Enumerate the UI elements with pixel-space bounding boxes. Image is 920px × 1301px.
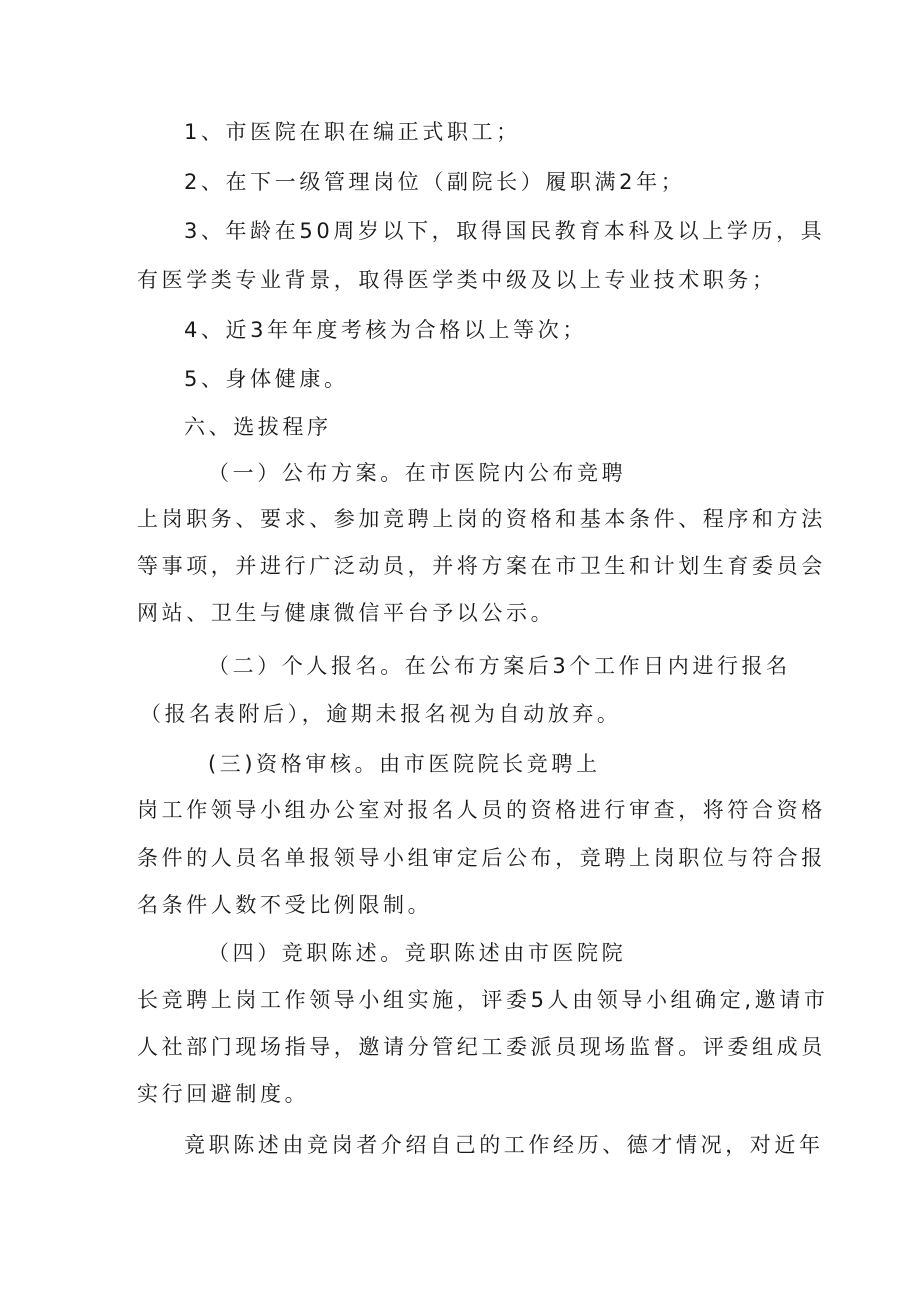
requirement-3-line-1: 3、年龄在50周岁以下，取得国民教育本科及以上学历，具 bbox=[184, 219, 826, 243]
step-1-body-line-1: 上岗职务、要求、参加竞聘上岗的资格和基本条件、程序和方法 bbox=[137, 507, 826, 531]
requirement-3-line-2: 有医学类专业背景，取得医学类中级及以上专业技术职务； bbox=[137, 268, 777, 292]
step-3-heading: (三)资格审核。由市医院院长竞聘上 bbox=[208, 752, 601, 776]
step-4-body-line-1: 长竞聘上岗工作领导小组实施，评委5人由领导小组确定,邀请市 bbox=[137, 988, 829, 1012]
step-4-body-line-2: 人社部门现场指导，邀请分管纪工委派员现场监督。评委组成员 bbox=[137, 1035, 826, 1059]
step-3-body-line-1: 岗工作领导小组办公室对报名人员的资格进行审查，将符合资格 bbox=[137, 798, 826, 822]
step-2-body: （报名表附后），逾期未报名视为自动放弃。 bbox=[140, 702, 622, 726]
section-heading: 六、选拔程序 bbox=[184, 415, 332, 439]
step-1-body-line-3: 网站、卫生与健康微信平台予以公示。 bbox=[137, 601, 556, 625]
requirement-4: 4、近3年年度考核为合格以上等次； bbox=[184, 318, 587, 342]
step-2-heading: （二）个人报名。在公布方案后3个工作日内进行报名 bbox=[208, 654, 791, 678]
requirement-1: 1、市医院在职在编正式职工； bbox=[184, 120, 521, 144]
step-4-body-line-3: 实行回避制度。 bbox=[137, 1082, 310, 1106]
step-3-body-line-2: 条件的人员名单报领导小组审定后公布，竞聘上岗职位与符合报 bbox=[137, 846, 826, 870]
step-3-body-line-3: 名条件人数不受比例限制。 bbox=[137, 893, 433, 917]
requirement-5: 5、身体健康。 bbox=[184, 367, 349, 391]
requirement-2: 2、在下一级管理岗位（副院长）履职满2年； bbox=[184, 170, 686, 194]
step-1-heading: （一）公布方案。在市医院内公布竞聘 bbox=[208, 461, 627, 485]
step-4-heading: （四）竞职陈述。竞职陈述由市医院院 bbox=[208, 941, 627, 965]
closing-paragraph-line-1: 竟职陈述由竞岗者介绍自己的工作经历、德才情况，对近年 bbox=[184, 1133, 824, 1157]
step-1-body-line-2: 等事项，并进行广泛动员，并将方案在市卫生和计划生育委员会 bbox=[137, 554, 826, 578]
